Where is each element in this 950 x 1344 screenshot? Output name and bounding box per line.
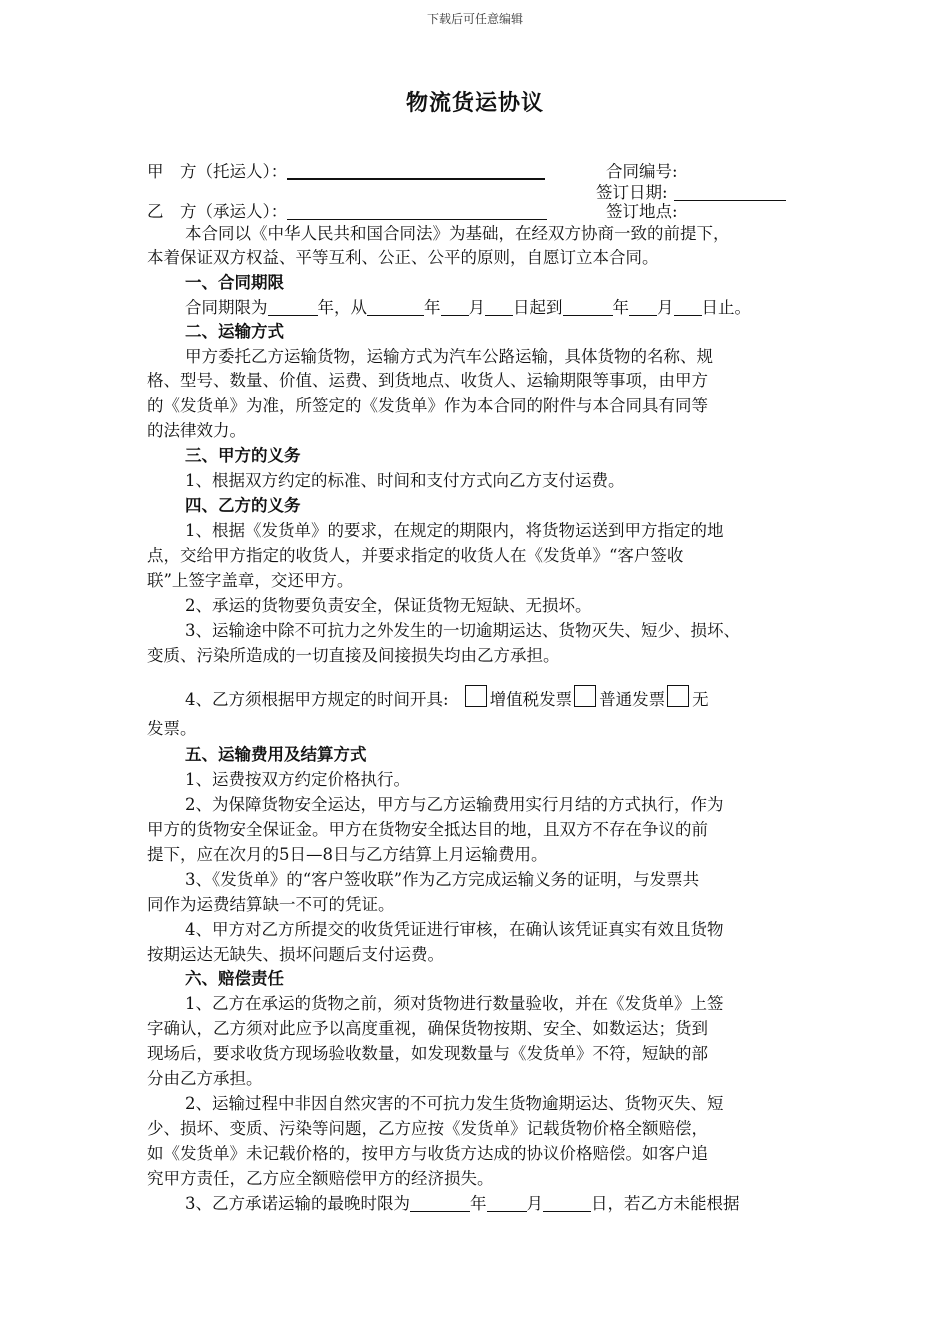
invoice-tail: 发票。 bbox=[147, 719, 197, 738]
party-b-field[interactable] bbox=[287, 201, 547, 220]
term-text: 月 bbox=[657, 298, 674, 317]
deadline-year-field[interactable] bbox=[410, 1193, 470, 1212]
section-4-line: 点，交给甲方指定的收货人，并要求指定的收货人在《发货单》“客户签收 bbox=[147, 546, 684, 565]
section-6-line: 究甲方责任，乙方应全额赔偿甲方的经济损失。 bbox=[147, 1169, 494, 1188]
section-5-line: 4、甲方对乙方所提交的收货凭证进行审核，在确认该凭证真实有效且货物 bbox=[185, 920, 724, 939]
download-note: 下载后可任意编辑 bbox=[426, 12, 523, 26]
contract-term-line bbox=[147, 296, 850, 320]
section-5-heading: 五、运输费用及结算方式 bbox=[185, 745, 367, 764]
sign-place-label: 签订地点: bbox=[606, 202, 678, 221]
invoice-prefix: 4、乙方须根据甲方规定的时间开具: bbox=[185, 690, 449, 709]
section-4-line: 变质、污染所造成的一切直接及间接损失均由乙方承担。 bbox=[147, 646, 560, 665]
no-invoice-label: 无 bbox=[692, 690, 709, 709]
normal-invoice-label: 普通发票 bbox=[599, 690, 666, 709]
section-5-line: 按期运达无缺失、损坏问题后支付运费。 bbox=[147, 945, 444, 964]
section-4-line: 1、根据《发货单》的要求，在规定的期限内，将货物运送到甲方指定的地 bbox=[185, 521, 724, 540]
term-text: 日起到 bbox=[513, 298, 563, 317]
sign-date-field[interactable] bbox=[674, 182, 786, 201]
section-1-heading: 一、合同期限 bbox=[185, 273, 284, 292]
party-a-line bbox=[147, 160, 545, 184]
term-text: 年，从 bbox=[317, 298, 367, 317]
section-5-line: 提下，应在次月的5日—8日与乙方结算上月运输费用。 bbox=[147, 845, 548, 864]
term-text: 日止。 bbox=[701, 298, 751, 317]
section-4-heading: 四、乙方的义务 bbox=[185, 496, 301, 515]
contract-no-label: 合同编号: bbox=[606, 162, 678, 181]
end-year-field[interactable] bbox=[563, 297, 613, 316]
section-5-line: 甲方的货物安全保证金。甲方在货物安全抵达目的地，且双方不存在争议的前 bbox=[147, 820, 708, 839]
section-3-heading: 三、甲方的义务 bbox=[185, 446, 301, 465]
section-5-line: 同作为运费结算缺一不可的凭证。 bbox=[147, 895, 395, 914]
section-6-line: 现场后，要求收货方现场验收数量，如发现数量与《发货单》不符，短缺的部 bbox=[147, 1044, 708, 1063]
deadline-text: 年 bbox=[470, 1194, 487, 1213]
start-month-field[interactable] bbox=[441, 297, 469, 316]
deadline-text: 日，若乙方未能根据 bbox=[591, 1194, 740, 1213]
section-6-line: 少、损坏、变质、污染等问题，乙方应按《发货单》记载货物价格全额赔偿， bbox=[147, 1119, 708, 1138]
vat-invoice-checkbox[interactable] bbox=[465, 685, 487, 707]
party-b-label: 乙 方（承运人）： bbox=[147, 202, 288, 221]
end-month-field[interactable] bbox=[629, 297, 657, 316]
sign-date-label: 签订日期: bbox=[596, 183, 668, 202]
document-title: 物流货运协议 bbox=[405, 90, 544, 116]
end-day-field[interactable] bbox=[674, 297, 702, 316]
term-years-field[interactable] bbox=[268, 297, 318, 316]
section-4-line: 2、承运的货物要负责安全，保证货物无短缺、无损坏。 bbox=[185, 596, 592, 615]
deadline-month-field[interactable] bbox=[487, 1193, 527, 1212]
section-4-line: 联”上签字盖章，交还甲方。 bbox=[147, 571, 354, 590]
start-year-field[interactable] bbox=[367, 297, 424, 316]
vat-invoice-label: 增值税发票 bbox=[489, 690, 573, 709]
preamble-line: 本合同以《中华人民共和国合同法》为基础，在经双方协商一致的前提下， bbox=[185, 224, 730, 243]
party-b-line bbox=[147, 200, 547, 224]
term-text: 月 bbox=[468, 298, 485, 317]
section-2-line: 的法律效力。 bbox=[147, 421, 246, 440]
section-5-line: 3、《发货单》的“客户签收联”作为乙方完成运输义务的证明，与发票共 bbox=[185, 870, 700, 889]
section-4-line: 3、运输途中除不可抗力之外发生的一切逾期运达、货物灭失、短少、损坏、 bbox=[185, 621, 740, 640]
normal-invoice-checkbox[interactable] bbox=[574, 685, 596, 707]
section-6-line: 如《发货单》未记载价格的，按甲方与收货方达成的协议价格赔偿。如客户追 bbox=[147, 1144, 708, 1163]
section-6-line: 1、乙方在承运的货物之前，须对货物进行数量验收，并在《发货单》上签 bbox=[185, 994, 724, 1013]
invoice-options-line bbox=[147, 685, 850, 712]
term-text: 年 bbox=[612, 298, 629, 317]
section-6-line: 分由乙方承担。 bbox=[147, 1069, 263, 1088]
deadline-text: 3、乙方承诺运输的最晚时限为 bbox=[185, 1194, 410, 1213]
party-a-label: 甲 方（托运人）： bbox=[147, 162, 288, 181]
section-6-heading: 六、赔偿责任 bbox=[185, 969, 284, 988]
no-invoice-checkbox[interactable] bbox=[667, 685, 689, 707]
deadline-line bbox=[147, 1192, 850, 1216]
section-2-line: 甲方委托乙方运输货物，运输方式为汽车公路运输，具体货物的名称、规 bbox=[185, 347, 713, 366]
term-text: 年 bbox=[424, 298, 441, 317]
section-2-heading: 二、运输方式 bbox=[185, 322, 284, 341]
section-2-line: 格、型号、数量、价值、运费、到货地点、收货人、运输期限等事项，由甲方 bbox=[147, 371, 708, 390]
section-3-line: 1、根据双方约定的标准、时间和支付方式向乙方支付运费。 bbox=[185, 471, 625, 490]
section-2-line: 的《发货单》为准，所签定的《发货单》作为本合同的附件与本合同具有同等 bbox=[147, 396, 708, 415]
section-6-line: 字确认，乙方须对此应予以高度重视，确保货物按期、安全、如数运达；货到 bbox=[147, 1019, 708, 1038]
party-a-field[interactable] bbox=[287, 160, 545, 180]
section-5-line: 2、为保障货物安全运达，甲方与乙方运输费用实行月结的方式执行，作为 bbox=[185, 795, 724, 814]
term-text: 合同期限为 bbox=[185, 298, 268, 317]
section-6-line: 2、运输过程中非因自然灾害的不可抗力发生货物逾期运达、货物灭失、短 bbox=[185, 1094, 724, 1113]
deadline-text: 月 bbox=[526, 1194, 543, 1213]
preamble-line: 本着保证双方权益、平等互利、公正、公平的原则，自愿订立本合同。 bbox=[147, 248, 659, 267]
deadline-day-field[interactable] bbox=[543, 1193, 591, 1212]
section-5-line: 1、运费按双方约定价格执行。 bbox=[185, 770, 410, 789]
start-day-field[interactable] bbox=[485, 297, 513, 316]
